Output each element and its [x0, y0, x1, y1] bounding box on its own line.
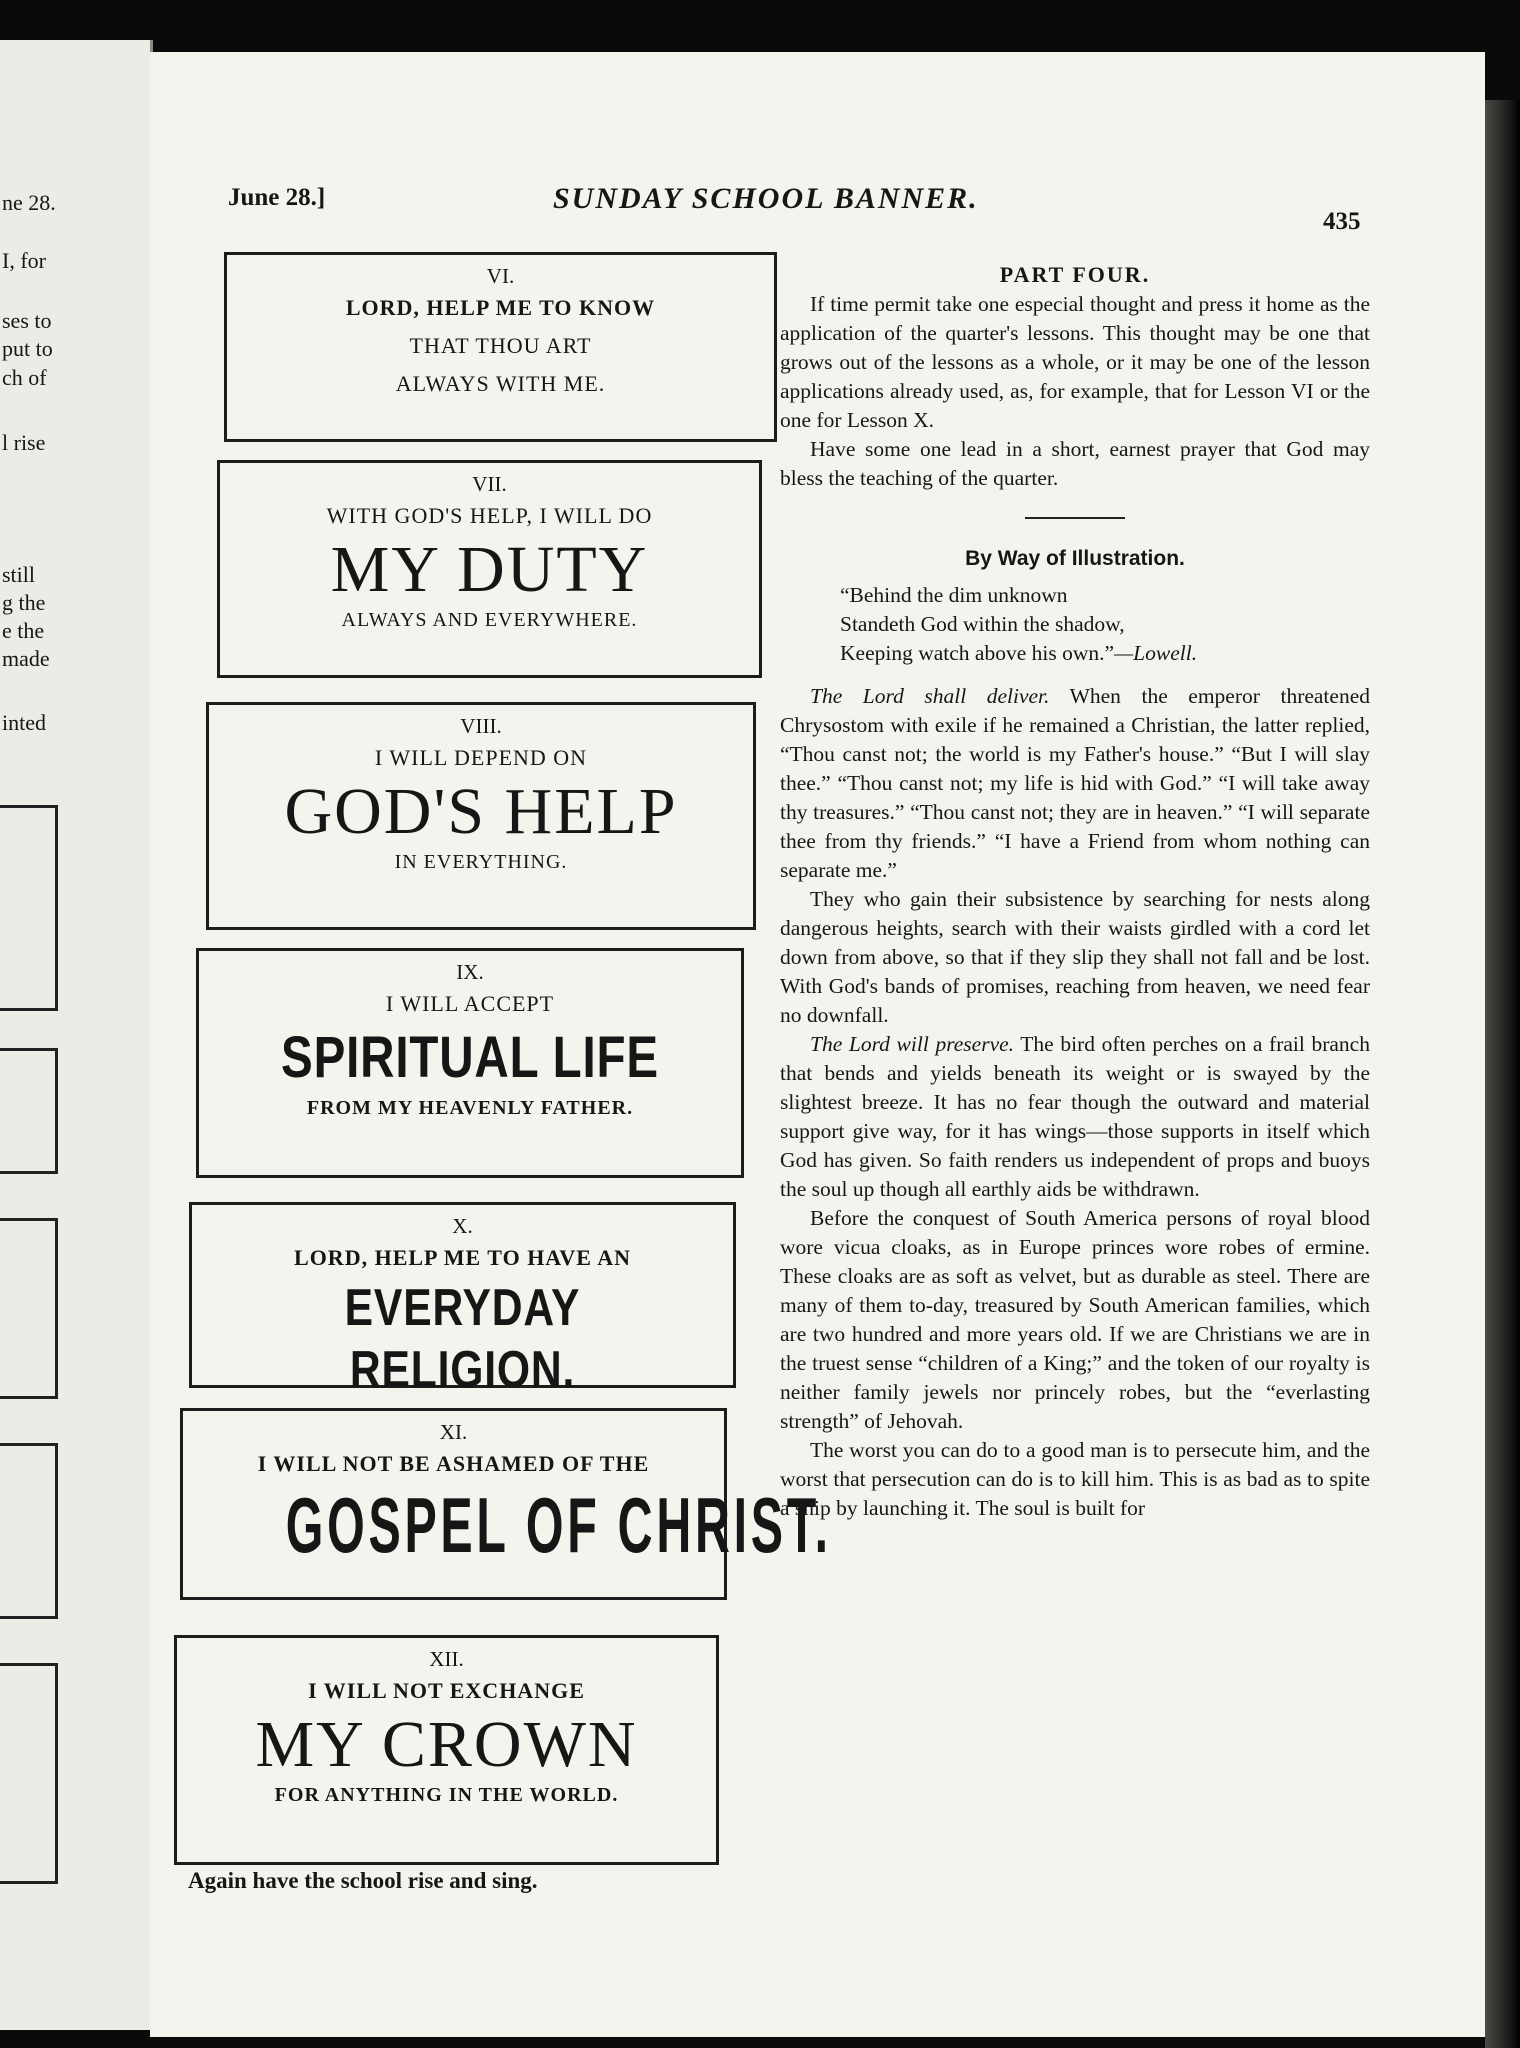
- left-fragment: ch of: [2, 365, 47, 390]
- poem: [840, 581, 1370, 668]
- card-viii: [206, 702, 756, 930]
- left-box-fragment: [0, 805, 58, 1011]
- card-line1: WITH GOD'S HELP, I WILL DO: [326, 503, 653, 528]
- left-fragment: inted: [2, 710, 46, 735]
- card-line2: FOR ANYTHING IN THE WORLD.: [274, 1784, 619, 1806]
- card-big: MY CROWN: [255, 1708, 638, 1781]
- card-line1: LORD, HELP ME TO HAVE AN: [294, 1245, 631, 1270]
- card-line1: I WILL NOT BE ASHAMED OF THE: [257, 1451, 650, 1476]
- left-box-fragment: [0, 1218, 58, 1399]
- illustration-paragraph: The worst you can do to a good man is to persecute him, and the worst that persecution can do is to kill him. This is as bad as to spite a ship by launching it. The soul is built for: [780, 1438, 1370, 1520]
- card-line1: I WILL NOT EXCHANGE: [308, 1678, 585, 1703]
- page-header: [228, 178, 1378, 238]
- left-facing-page: [0, 40, 153, 2030]
- card-big: SPIRITUAL LIFE: [281, 1025, 659, 1090]
- card-line2: IN EVERYTHING.: [394, 851, 568, 873]
- poem-line: “Behind the dim unknown: [840, 583, 1068, 607]
- left-fragment: e the: [2, 618, 45, 643]
- page-edge: [1485, 100, 1520, 2048]
- illustration-paragraph: Before the conquest of South America persons of royal blood wore vicua cloaks, as in Europe princes wore robes of ermine. These cloaks are as soft as velvet, but as durable as steel. There are many of them to-day, treasured by South American families, which are two hundred and more years old. If we are Christians we are in the truest sense “children of a King;” and the token of our royalty is neither family jewels nor princely robes, but the “everlasting strength” of Jehovah.: [780, 1206, 1370, 1433]
- right-column: [780, 262, 1370, 1523]
- left-fragment: l rise: [2, 430, 46, 455]
- left-fragment: ne 28.: [2, 190, 56, 215]
- card-number: VI.: [486, 264, 515, 288]
- card-line2: ALWAYS AND EVERYWHERE.: [341, 609, 638, 631]
- card-number: X.: [452, 1214, 473, 1238]
- card-number: VIII.: [460, 714, 502, 738]
- card-x: [189, 1202, 736, 1399]
- part-four-heading: PART FOUR.: [999, 262, 1151, 287]
- poem-line: Standeth God within the shadow,: [840, 612, 1125, 636]
- page-number: 435: [1323, 208, 1361, 235]
- left-fragment: put to: [2, 336, 53, 361]
- left-fragment: g the: [2, 590, 46, 615]
- card-ix: [196, 948, 744, 1178]
- poem-line-last: [840, 639, 1370, 668]
- left-fragment: still: [2, 562, 36, 587]
- left-fragment: ses to: [2, 308, 52, 333]
- illustration-paragraph: [780, 682, 1370, 885]
- poem-attribution: —Lowell.: [1114, 641, 1198, 665]
- card-big: MY DUTY: [330, 533, 649, 606]
- illustration-heading: By Way of Illustration.: [965, 547, 1185, 570]
- card-big: GOD'S HELP: [284, 775, 678, 848]
- left-box-fragment: [0, 1048, 58, 1174]
- paragraph-lead: The Lord shall deliver.: [810, 684, 1050, 708]
- card-vii: [217, 460, 762, 678]
- left-fragment: I, for: [2, 248, 46, 273]
- part-four-paragraph: If time permit take one especial thought and press it home as the application of the quarter's lessons. This thought may be one that grows out of the lessons as a whole, or it may be one of the lesson applications already used, as, for example, that for Lesson VI or the one for Lesson X.: [780, 292, 1370, 432]
- paragraph-body: The bird often perches on a frail branch that bends and yields beneath its weight or is swayed by the slightest breeze. It has no fear though the outward and material support give way, for it has wings—those supports in itself which God has given. So faith renders us independent of props and buoys the soul up though all earthly aids be withdrawn.: [780, 1032, 1370, 1201]
- left-box-fragment: [0, 1443, 58, 1619]
- card-line1: I WILL ACCEPT: [385, 991, 555, 1016]
- card-line2: FROM MY HEAVENLY FATHER.: [306, 1097, 634, 1119]
- poem-line: Keeping watch above his own.”: [840, 641, 1115, 665]
- after-cards-note: Again have the school rise and sing.: [188, 1868, 538, 1893]
- paragraph-body: When the emperor threatened Chrysostom with exile if he remained a Christian, the latter replied, “Thou canst not; the world is my Father's house.” “But I will slay thee.” “Thou canst not; my life is hid with God.” “I will take away thy treasures.” “Thou canst not; they are in heaven.” “I will separate thee from thy friends.” “I have a Friend from whom nothing can separate me.”: [780, 684, 1370, 882]
- card-number: XI.: [439, 1420, 468, 1444]
- card-number: XII.: [429, 1647, 464, 1671]
- left-fragment: made: [2, 646, 50, 671]
- card-line1: I WILL DEPEND ON: [374, 745, 588, 770]
- left-box-fragment: [0, 1663, 58, 1884]
- card-big: GOSPEL OF CHRIST.: [285, 1481, 832, 1569]
- card-xi: [180, 1408, 832, 1600]
- part-four-paragraph: Have some one lead in a short, earnest prayer that God may bless the teaching of the quarter.: [780, 437, 1370, 490]
- header-date: June 28.]: [228, 184, 326, 211]
- card-line2: ALWAYS WITH ME.: [395, 371, 606, 396]
- card-vi: [224, 252, 777, 442]
- card-big: THAT THOU ART: [409, 333, 592, 358]
- card-xii: [174, 1635, 719, 1865]
- section-divider: [1025, 517, 1125, 519]
- card-line1: LORD, HELP ME TO KNOW: [345, 295, 656, 320]
- illustration-paragraph: They who gain their subsistence by searching for nests along dangerous heights, search with their waists girdled with a cord let down from above, so that if they slip they shall not fall and be lost. With God's bands of promises, reaching from heaven, we need fear no downfall.: [780, 887, 1370, 1027]
- header-title: SUNDAY SCHOOL BANNER.: [553, 182, 979, 215]
- illustration-paragraph: [780, 1030, 1370, 1204]
- card-number: IX.: [456, 960, 484, 984]
- card-number: VII.: [472, 472, 507, 496]
- card-big: EVERYDAY RELIGION.: [344, 1279, 581, 1399]
- paragraph-lead: The Lord will preserve.: [810, 1032, 1015, 1056]
